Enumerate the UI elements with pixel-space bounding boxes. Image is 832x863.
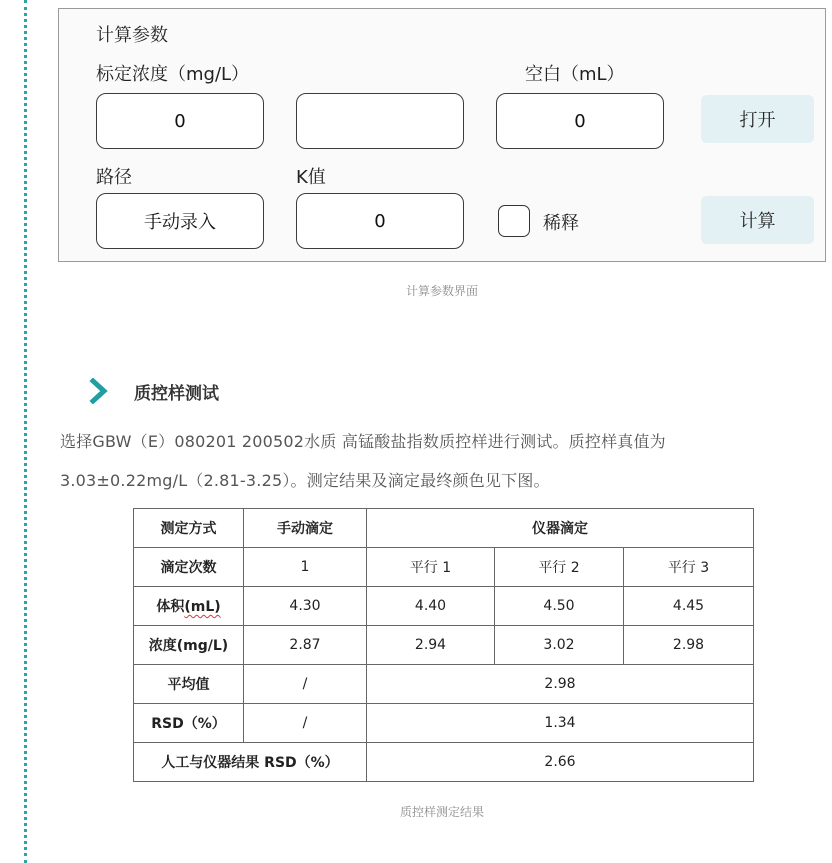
intro-paragraph-line-2: 3.03±0.22mg/L（2.81-3.25）。测定结果及滴定最终颜色见下图。 bbox=[60, 471, 550, 490]
table-row bbox=[134, 665, 754, 704]
table-cell: 4.40 bbox=[367, 587, 495, 626]
panel-caption: 计算参数界面 bbox=[405, 284, 478, 298]
dilute-checkbox bbox=[498, 205, 530, 237]
std-conc-field: 0 bbox=[96, 93, 264, 149]
path-label: 路径 bbox=[96, 167, 132, 188]
row-label: 平均值 bbox=[134, 665, 244, 704]
table-cell: 4.45 bbox=[624, 587, 754, 626]
calc-params-panel-image bbox=[58, 8, 826, 262]
k-value-field: 0 bbox=[296, 193, 464, 249]
blank-label: 空白（mL） bbox=[525, 64, 625, 85]
row-label: 浓度(mg/L) bbox=[134, 626, 244, 665]
table-cell: 2.87 bbox=[244, 626, 367, 665]
chevron-right-icon bbox=[88, 378, 110, 404]
table-cell: 平行 2 bbox=[495, 548, 624, 587]
row-label: RSD（%） bbox=[134, 704, 244, 743]
table-header-row bbox=[134, 509, 754, 548]
table-cell: / bbox=[244, 704, 367, 743]
table-row bbox=[134, 587, 754, 626]
table-cell: 3.02 bbox=[495, 626, 624, 665]
table-cell: 2.98 bbox=[367, 665, 754, 704]
table-row bbox=[134, 548, 754, 587]
table-cell: / bbox=[244, 665, 367, 704]
table-cell: 2.94 bbox=[367, 626, 495, 665]
row-label bbox=[134, 587, 244, 626]
intro-paragraph-line-1: 选择GBW（E）080201 200502水质 高锰酸盐指数质控样进行测试。质控样真值为 bbox=[60, 432, 666, 451]
table-row bbox=[134, 743, 754, 782]
table-cell: 1 bbox=[244, 548, 367, 587]
table-row bbox=[134, 626, 754, 665]
table-cell: 平行 1 bbox=[367, 548, 495, 587]
section-heading bbox=[88, 376, 219, 406]
header-cell-manual: 手动滴定 bbox=[244, 509, 367, 548]
k-value-label: K值 bbox=[296, 167, 326, 188]
blank-field: 0 bbox=[496, 93, 664, 149]
qc-results-table bbox=[133, 508, 754, 782]
table-row bbox=[134, 704, 754, 743]
dotted-left-rule bbox=[24, 0, 27, 863]
header-cell-method: 测定方式 bbox=[134, 509, 244, 548]
table-cell: 2.98 bbox=[624, 626, 754, 665]
row-label-text: 体积 bbox=[156, 599, 185, 615]
dilute-label: 稀释 bbox=[543, 213, 579, 234]
table-cell: 平行 3 bbox=[624, 548, 754, 587]
row-label-unit: (mL) bbox=[184, 599, 221, 615]
section-title: 质控样测试 bbox=[134, 383, 219, 404]
calculate-button: 计算 bbox=[701, 196, 814, 244]
unlabeled-field bbox=[296, 93, 464, 149]
row-label: 人工与仪器结果 RSD（%） bbox=[134, 743, 367, 782]
std-conc-label: 标定浓度（mg/L） bbox=[96, 64, 250, 85]
row-label: 滴定次数 bbox=[134, 548, 244, 587]
table-cell: 1.34 bbox=[367, 704, 754, 743]
panel-title: 计算参数 bbox=[96, 25, 168, 46]
path-field: 手动录入 bbox=[96, 193, 264, 249]
table-cell: 4.50 bbox=[495, 587, 624, 626]
open-button: 打开 bbox=[701, 95, 814, 143]
header-cell-instrument: 仪器滴定 bbox=[367, 509, 754, 548]
table-caption: 质控样测定结果 bbox=[399, 805, 484, 819]
table-cell: 2.66 bbox=[367, 743, 754, 782]
table-cell: 4.30 bbox=[244, 587, 367, 626]
